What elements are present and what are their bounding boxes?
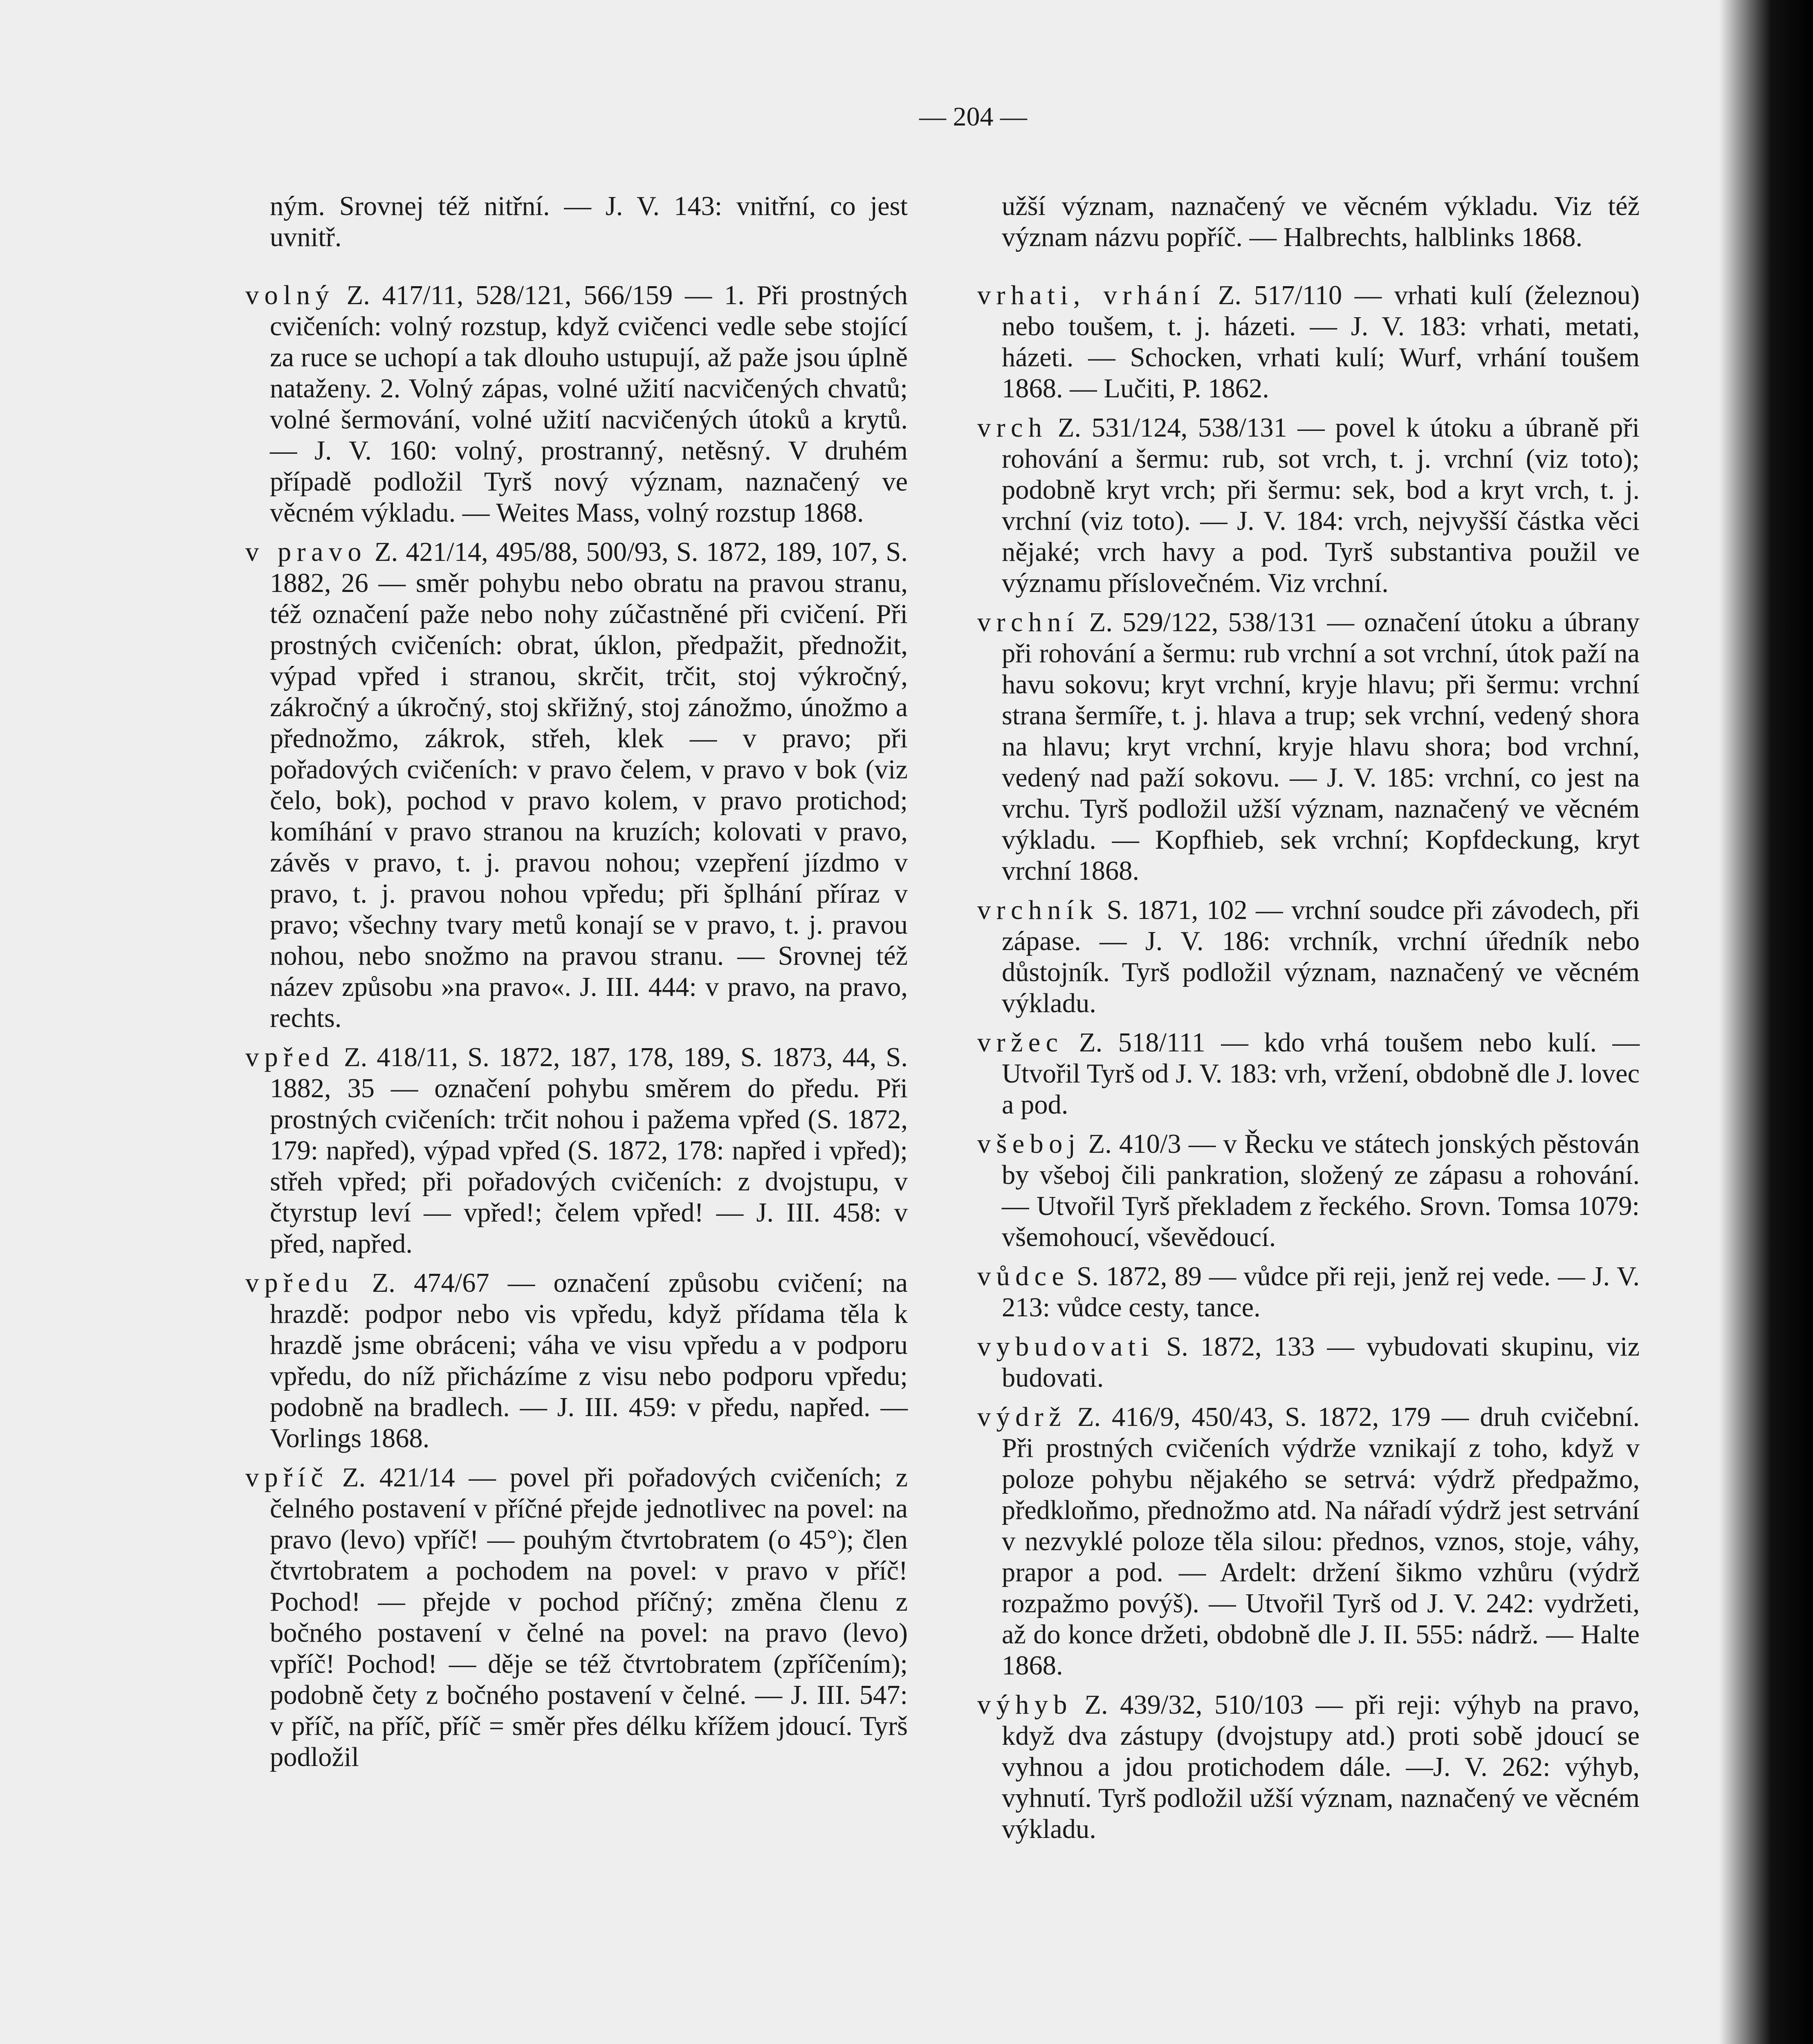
entry-vyhyb (977, 1690, 1640, 1845)
headword: vrchní (977, 607, 1079, 637)
entry-text: S. 1871, 102 — vrchní soudce při závodech, při zápase. — J. V. 186: vrchník, vrchní úředník nebo důstojník. Tyrš podložil význam, naznačený ve věcném výkladu. (1002, 895, 1640, 1018)
entry-text: Z. 417/11, 528/121, 566/159 — 1. Při prostných cvičeních: volný rozstup, když cvičenci vedle sebe stojící za ruce se uchopí a tak dlouho ustupují, až paže jsou úplně nataženy. 2. Volný zápas, volné užití nacvičených chvatů; volné šermování, volné užití nacvičených útoků a krytů. — J. V. 160: volný, prostranný, netěsný. V druhém případě podložil Tyrš nový význam, naznačený ve věcném výkladu. — Weites Mass, volný rozstup 1868. (270, 280, 908, 528)
entry-vpric (245, 1462, 908, 1773)
entry-vrhati (977, 280, 1640, 404)
headword: vrchník (977, 895, 1099, 925)
entry-text: S. 1872, 133 — vybudovati skupinu, viz budovati. (1002, 1332, 1640, 1393)
headword: v pravo (245, 537, 367, 567)
entry-text: Z. 416/9, 450/43, S. 1872, 179 — druh cvičební. Při prostných cvičeních výdrže vznikají z toho, když v poloze pohybu nějakého se setrvá: výdrž předpažmo, předkloňmo, přednožmo atd. Na nářadí výdrž jest setrvání v nezvyklé poloze těla silou: přednos, vznos, stoje, váhy, prapor a pod. — Ardelt: držení šikmo vzhůru (výdrž rozpažmo povýš). — Utvořil Tyrš od J. V. 242: vydržeti, až do konce držeti, obdobně dle J. II. 555: nádrž. — Halte 1868. (1002, 1402, 1640, 1681)
entry-volny (245, 280, 908, 529)
entry-vydrz (977, 1402, 1640, 1681)
headword: výhyb (977, 1690, 1073, 1720)
page-number: — 204 — (919, 102, 1027, 132)
headword: vrch (977, 413, 1048, 443)
entry-vudce (977, 1261, 1640, 1323)
headword: vybudovati (977, 1332, 1154, 1362)
entry-v-pravo (245, 537, 908, 1034)
entry-text: Z. 421/14, 495/88, 500/93, S. 1872, 189, 107, S. 1882, 26 — směr pohybu nebo obratu na pravou stranu, též označení paže nebo nohy zúčastněné při cvičení. Při prostných cvičeních: obrat, úklon, předpažit, přednožit, výpad vpřed i stranou, skrčit, trčit, stoj výkročný, zákročný a úkročný, stoj skřižný, stoj zánožmo, únožmo a přednožmo, zákrok, střeh, klek — v pravo; při pořadových cvičeních: v pravo čelem, v pravo v bok (viz čelo, bok), pochod v pravo kolem, v pravo protichod; komíhání v pravo stranou na kruzích; kolovati v pravo, závěs v pravo, t. j. pravou nohou; vzepření jízdmo v pravo, t. j. pravou nohou vpředu; při šplhání příraz v pravo; všechny tvary metů konají se v pravo, t. j. pravou nohou, nebo snožmo na pravou stranu. — Srovnej též název způsobu »na pravo«. J. III. 444: v pravo, na pravo, rechts. (270, 537, 908, 1033)
entry-text: Z. 531/124, 538/131 — povel k útoku a úbraně při rohování a šermu: rub, sot vrch, t. j. vrchní (viz toto); podobně kryt vrch; při šermu: sek, bod a kryt vrch, t. j. vrchní (viz toto). — J. V. 184: vrch, nejvyšší částka věci nějaké; vrch havy a pod. Tyrš substantiva použil ve významu příslovečném. Viz vrchní. (1002, 413, 1640, 598)
headword: výdrž (977, 1402, 1066, 1432)
entry-vrchnik (977, 895, 1640, 1019)
entry-vpredu (245, 1268, 908, 1454)
headword: vpředu (245, 1268, 354, 1298)
entry-text: Z. 529/122, 538/131 — označení útoku a úbrany při rohování a šermu: rub vrchní a sot vrchní, útok paží na havu sokovu; kryt vrchní, kryje hlavu; při šermu: vrchní strana šermíře, t. j. hlava a trup; sek vrchní, vedený shora na hlavu; kryt vrchní, kryje hlavu shora; bod vrchní, vedený nad paží sokovu. — J. V. 185: vrchní, co jest na vrchu. Tyrš podložil užší význam, naznačený ve věcném výkladu. — Kopfhieb, sek vrchní; Kopfdeckung, kryt vrchní 1868. (1002, 607, 1640, 886)
continued-entry: užší význam, naznačený ve věcném výkladu. Viz též význam názvu popříč. — Halbrechts, halblinks 1868. (1002, 191, 1640, 252)
headword: vpříč (245, 1463, 329, 1493)
entry-text: S. 1872, 89 — vůdce při reji, jenž rej vede. — J. V. 213: vůdce cesty, tance. (1002, 1262, 1640, 1322)
entry-vybudovati (977, 1331, 1640, 1394)
entry-text: Z. 439/32, 510/103 — při reji: výhyb na pravo, když dva zástupy (dvojstupy atd.) proti sobě jdoucí se vyhnou a jdou protichodem dále. —J. V. 262: výhyb, vyhnutí. Tyrš podložil užší význam, naznačený ve věcném výkladu. (1002, 1690, 1640, 1844)
entry-vrch (977, 412, 1640, 599)
headword: vpřed (245, 1042, 334, 1072)
entry-text: Z. 421/14 — povel při pořadových cvičeních; z čelného postavení v příčné přejde jednotlivec na povel: na pravo (levo) vpříč! — pouhým čtvrtobratem (o 45°); člen čtvrtobratem a pochodem na povel: v pravo v příč! Pochod! — přejde v pochod příčný; změna členu z bočného postavení v čelné na povel: na pravo (levo) vpříč! Pochod! — děje se též čtvrtobratem (zpříčením); podobně čety z bočného postavení v čelné. — J. III. 547: v příč, na příč, příč = směr přes délku křížem jdoucí. Tyrš podložil (270, 1463, 908, 1772)
entry-vrzec (977, 1027, 1640, 1121)
scan-border (1719, 0, 1813, 2044)
headword: všeboj (977, 1129, 1081, 1159)
entry-text: Z. 474/67 — označení způsobu cvičení; na hrazdě: podpor nebo vis vpředu, když přídama těla k hrazdě jsme obráceni; váha ve visu vpředu a v podporu vpředu, do níž přicházíme z visu nebo podporu vpředu; podobně na bradlech. — J. III. 459: v předu, napřed. — Vorlings 1868. (270, 1268, 908, 1453)
entry-text: Z. 517/110 — vrhati kulí (železnou) nebo toušem, t. j. házeti. — J. V. 183: vrhati, metati, házeti. — Schocken, vrhati kulí; Wurf, vrhání toušem 1868. — Lučiti, P. 1862. (1002, 280, 1640, 403)
entry-text: Z. 418/11, S. 1872, 187, 178, 189, S. 1873, 44, S. 1882, 35 — označení pohybu směrem do předu. Při prostných cvičeních: trčit nohou i pažema vpřed (S. 1872, 179: napřed), výpad vpřed (S. 1872, 178: napřed i vpřed); střeh vpřed; při pořadových cvičeních: z dvojstupu, v čtyrstup leví — vpřed!; čelem vpřed! — J. III. 458: v před, napřed. (270, 1042, 908, 1259)
headword: vůdce (977, 1262, 1070, 1291)
right-column (977, 164, 1640, 1853)
headword: vrhati, vrhání (977, 280, 1206, 310)
left-column (245, 164, 908, 1781)
entry-text: Z. 410/3 — v Řecku ve státech jonských pěstován by všeboj čili pankration, složený ze zápasu a rohování. — Utvořil Tyrš překladem z řeckého. Srovn. Tomsa 1079: všemohoucí, vševědoucí. (1002, 1129, 1640, 1252)
entry-vseboj (977, 1129, 1640, 1253)
headword: volný (245, 280, 334, 310)
entry-vrchni (977, 607, 1640, 887)
headword: vržec (977, 1028, 1064, 1058)
entry-vpred (245, 1042, 908, 1260)
entry-text: Z. 518/111 — kdo vrhá toušem nebo kulí. — Utvořil Tyrš od J. V. 183: vrh, vržení, obdobně dle J. lovec a pod. (1002, 1028, 1640, 1120)
continued-entry: ným. Srovnej též nitřní. — J. V. 143: vnitřní, co jest uvnitř. (270, 191, 908, 252)
